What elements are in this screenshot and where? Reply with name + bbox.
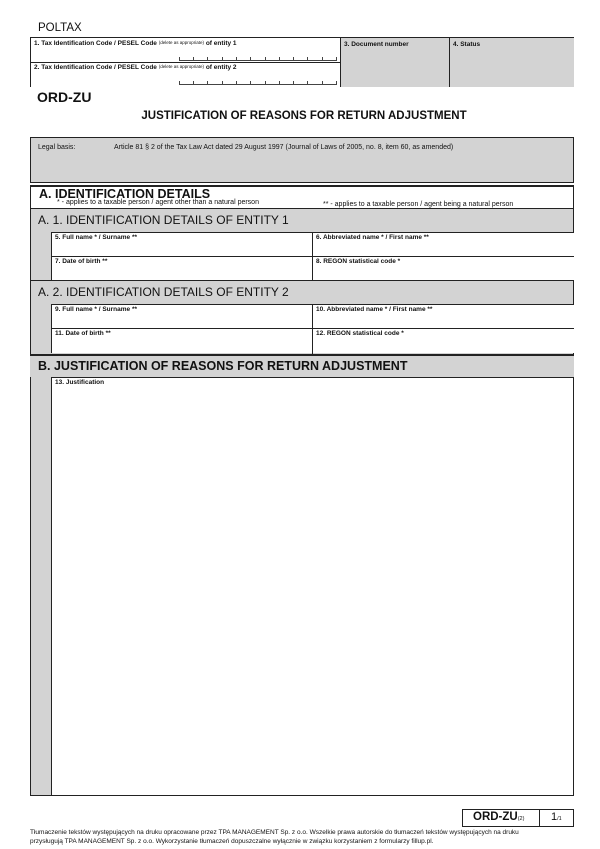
footer-disclaimer-line-2: przysługują TPA MANAGEMENT Sp. z o.o. Wykorzystanie tłumaczeń dopuszczalne wyłącznie w związku korzystaniem z formularzy fillup.pl. [30,838,434,845]
footer-disclaimer-line-1: Tłumaczenie tekstów występujących na druku opracowane przez TPA MANAGEMENT Sp. z o.o. Wszelkie prawa autorskie do tłumaczeń tekstów występujących na druku [30,829,519,836]
field-2-tick-row [179,80,337,85]
form-code: ORD-ZU [37,89,92,105]
footer-form-code: ORD-ZU(2) [473,811,525,823]
form-title: JUSTIFICATION OF REASONS FOR RETURN ADJUSTMENT [141,110,467,122]
legal-basis-label: Legal basis: [38,144,76,151]
header-box [30,37,574,87]
section-a2-header [31,280,573,304]
field-6-label: 6. Abbreviated name * / First name ** [316,234,429,241]
field-7-date-of-birth[interactable] [52,257,313,281]
field-7-label: 7. Date of birth ** [55,258,108,265]
section-a-note-1: * - applies to a taxable person / agent other than a natural person [57,199,259,206]
field-8-label: 8. REGON statistical code * [316,258,401,265]
a1-fields-box [51,232,574,280]
field-2-tax-id-entity-2[interactable] [31,63,341,87]
field-6-abbreviated-name[interactable] [313,233,574,257]
field-10-label: 10. Abbreviated name * / First name ** [316,306,433,313]
footer-code-box [462,809,574,827]
field-4-status [450,38,574,87]
section-a-note-2: ** - applies to a taxable person / agent being a natural person [323,201,514,208]
field-11-date-of-birth[interactable] [52,329,313,354]
poltax-label: POLTAX [38,22,82,34]
section-b-title: B. JUSTIFICATION OF REASONS FOR RETURN ADJUSTMENT [38,359,408,373]
field-1-tax-id-entity-1[interactable] [31,38,341,63]
field-9-label: 9. Full name * / Surname ** [55,306,137,313]
field-2-label: 2. Tax Identification Code / PESEL Code $^{(delete as appropriate)}$ of entity 2 [34,64,237,71]
footer-page-number: 1/1 [551,811,562,823]
field-4-label: 4. Status [453,41,481,48]
section-a-title: A. IDENTIFICATION DETAILS [39,187,211,201]
legal-basis-box [30,137,574,183]
field-8-regon[interactable] [313,257,574,281]
field-9-full-name[interactable] [52,305,313,329]
field-5-full-name[interactable] [52,233,313,257]
field-3-document-number [341,38,450,87]
footer-divider [539,810,540,826]
section-a1-title: A. 1. IDENTIFICATION DETAILS OF ENTITY 1 [38,213,289,227]
section-b-header [30,354,574,377]
section-a2-title: A. 2. IDENTIFICATION DETAILS OF ENTITY 2 [38,285,289,299]
section-a-header [30,185,574,208]
field-13-label: 13. Justification [55,379,105,386]
field-13-justification[interactable] [51,377,574,796]
field-12-label: 12. REGON statistical code * [316,330,404,337]
field-1-tick-row [179,56,337,61]
legal-basis-text: Article 81 § 2 of the Tax Law Act dated 29 August 1997 (Journal of Laws of 2005, no. 8, item 60, as amended) [114,144,454,151]
field-12-regon[interactable] [313,329,574,354]
field-3-label: 3. Document number [344,41,409,48]
footer-form-version: (2) [517,816,525,822]
field-11-label: 11. Date of birth ** [55,330,111,337]
field-1-label: 1. Tax Identification Code / PESEL Code $^{(delete as appropriate)}$ of entity 1 [34,40,237,47]
section-a1-header [31,208,573,232]
a2-fields-box [51,304,574,353]
field-10-abbreviated-name[interactable] [313,305,574,329]
field-5-label: 5. Full name * / Surname ** [55,234,137,241]
